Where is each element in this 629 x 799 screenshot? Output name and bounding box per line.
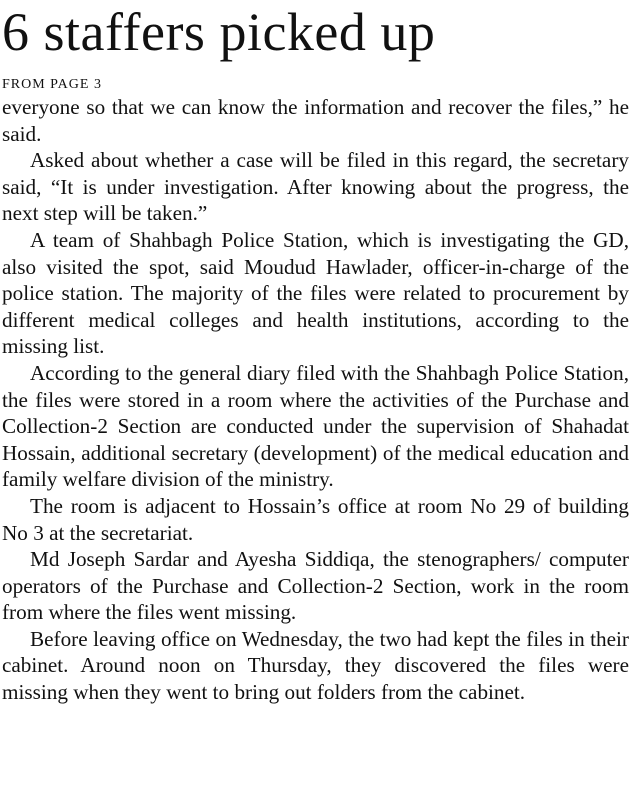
paragraph: According to the general diary filed with the Shahbagh Police Station, the files were stored in a room where the activities of the Purchase and Collection-2 Section are conducted under the supervision of Shahadat Hossain, additional secretary (development) of the medical education and family welfare division of the ministry. [2, 360, 629, 492]
paragraph: Md Joseph Sardar and Ayesha Siddiqa, the stenographers/ computer operators of the Purchase and Collection-2 Section, work in the room from where the files went missing. [2, 547, 629, 625]
paragraph: everyone so that we can know the information and recover the files,” he said. [2, 95, 629, 146]
headline: 6 staffers picked up [2, 2, 436, 62]
paragraph: A team of Shahbagh Police Station, which is investigating the GD, also visited the spot, said Moudud Hawlader, officer-in-charge of the police station. The majority of the files were related to procurement by different medical colleges and health institutions, according to the missing list. [2, 227, 629, 359]
paragraph: Before leaving office on Wednesday, the two had kept the files in their cabinet. Around noon on Thursday, they discovered the files were missing when they went to bring out folders from the cabinet. [2, 626, 629, 705]
paragraph: The room is adjacent to Hossain’s office at room No 29 of building No 3 at the secretariat. [2, 493, 629, 545]
article-body [2, 94, 629, 706]
paragraph: Asked about whether a case will be filed in this regard, the secretary said, “It is under investigation. After knowing about the progress, the next step will be taken.” [2, 148, 629, 226]
jump-line: FROM PAGE 3 [2, 77, 102, 92]
